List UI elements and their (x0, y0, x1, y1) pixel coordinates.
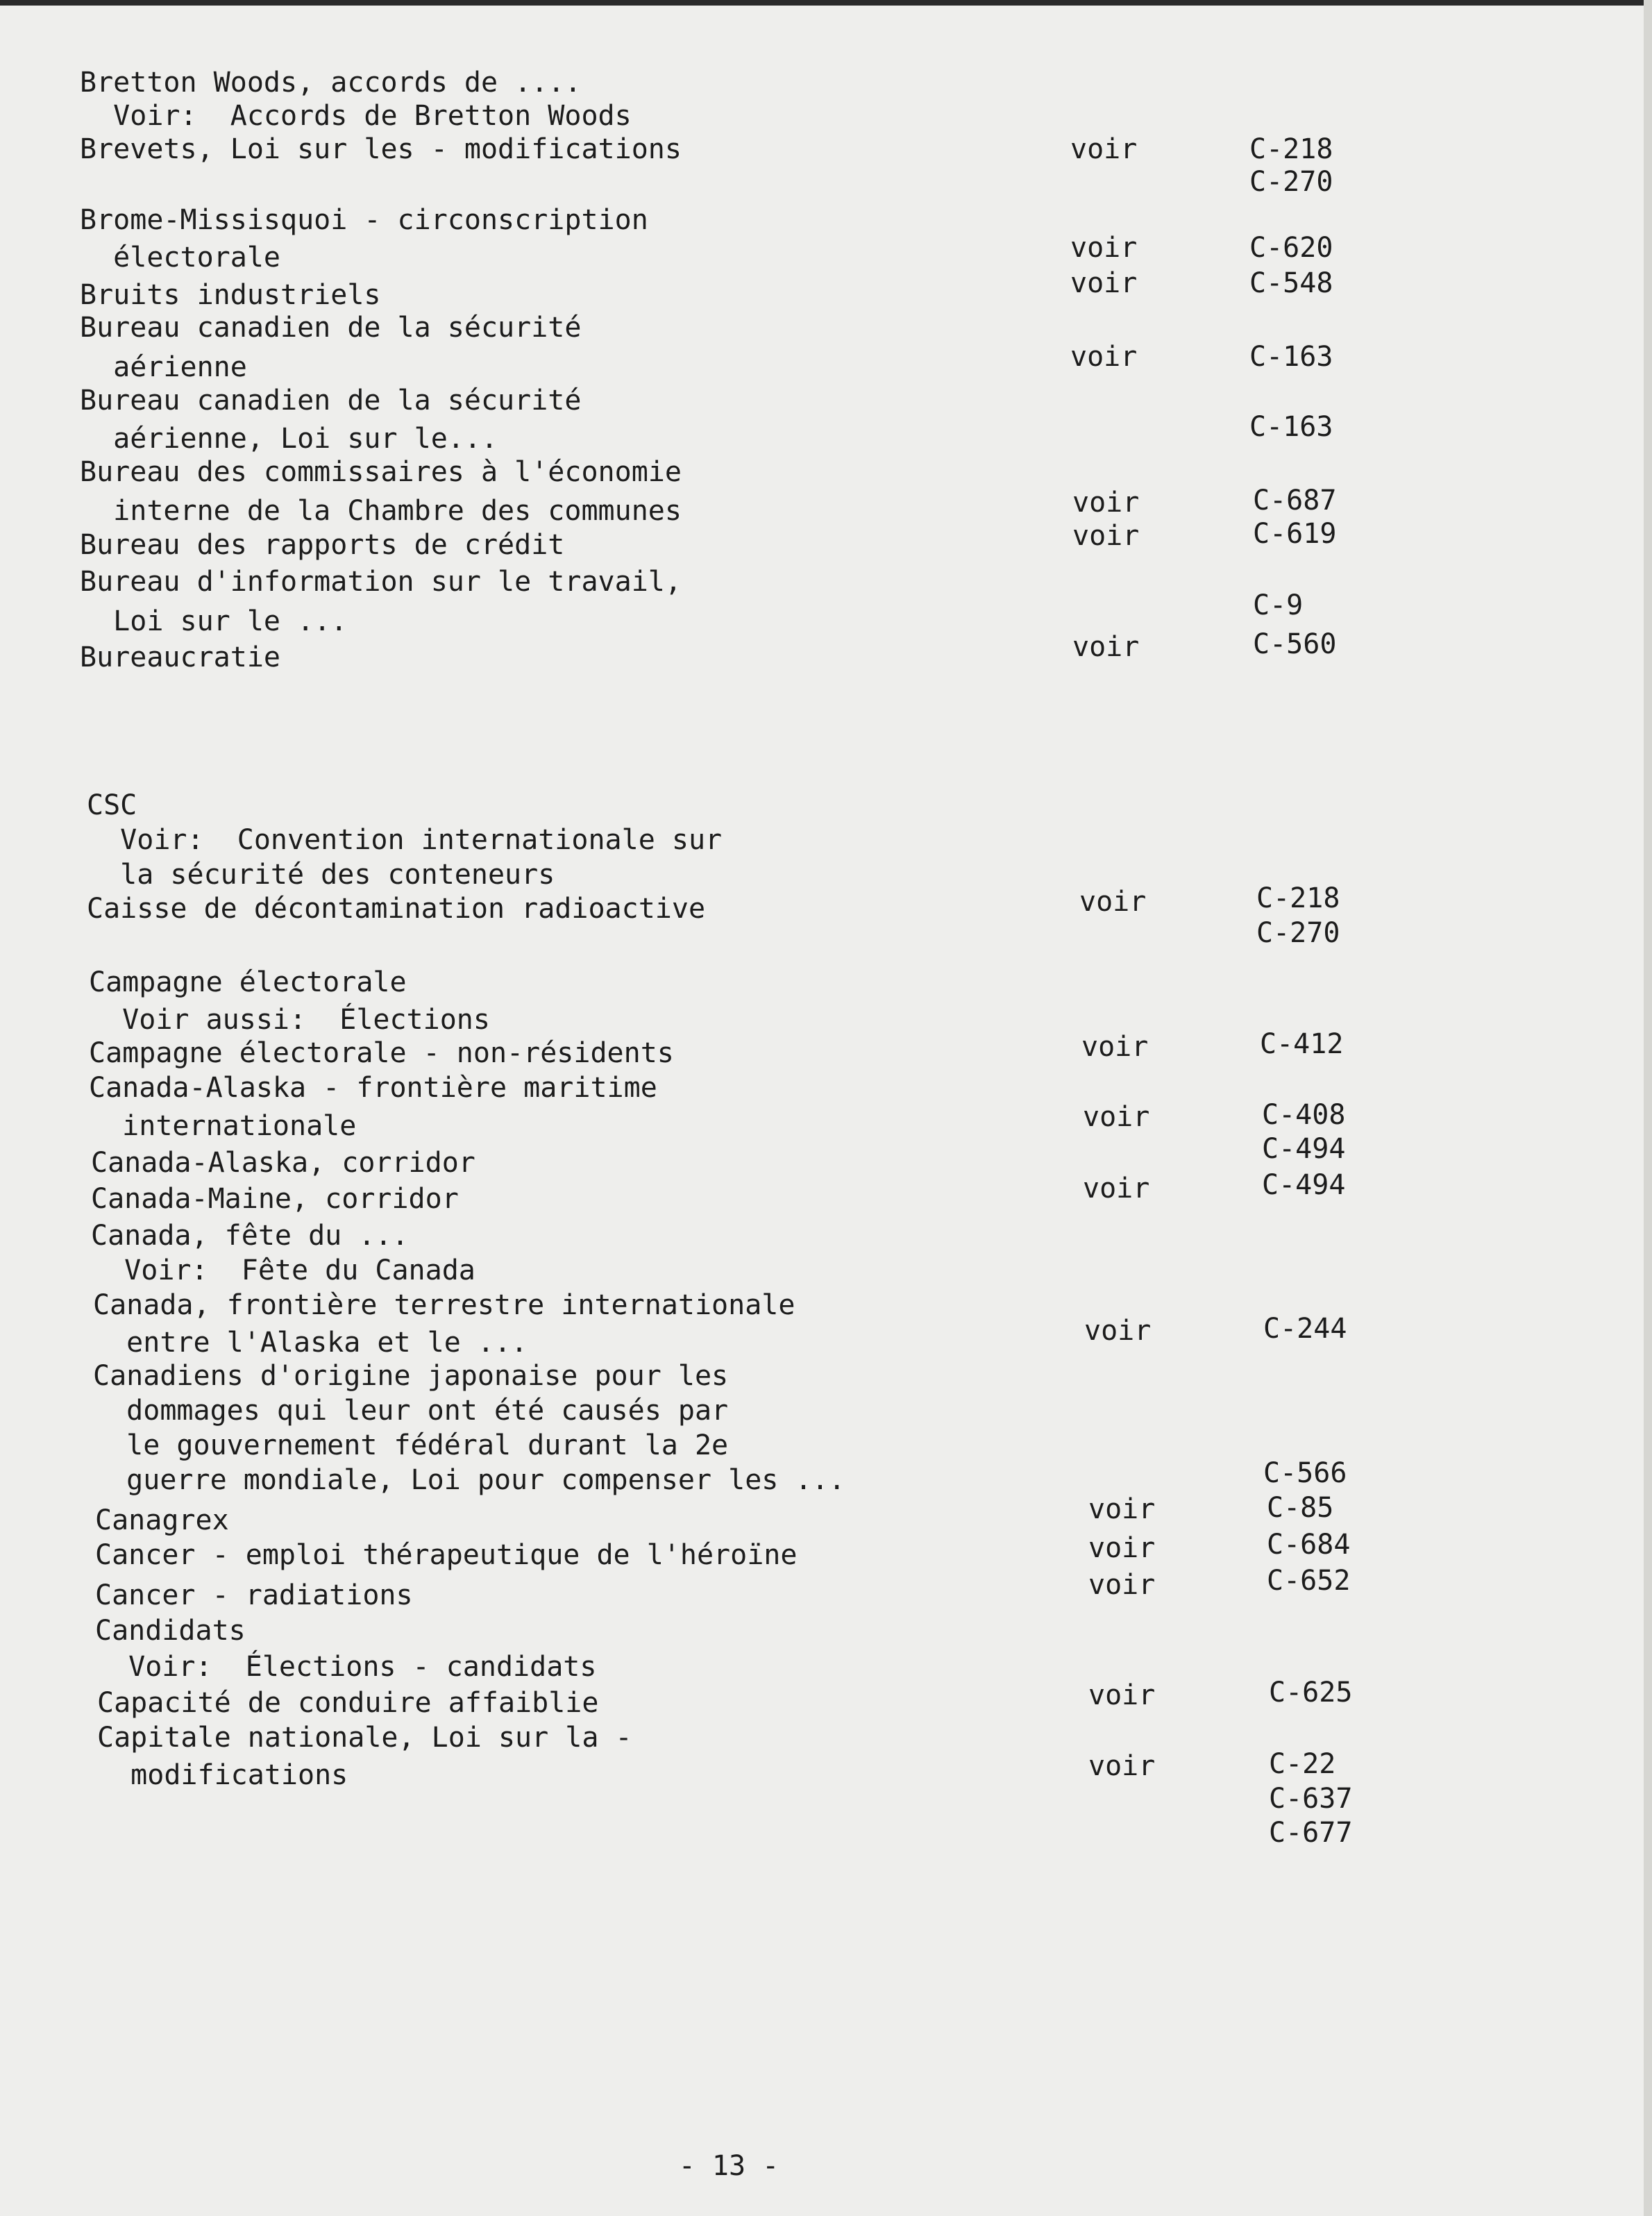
bill-number: C-548 (1249, 267, 1333, 299)
entry-term-line: guerre mondiale, Loi pour compenser les ... (93, 1464, 845, 1496)
bill-number: C-637 (1269, 1783, 1353, 1815)
entry-term-line: Canada-Maine, corridor (91, 1183, 459, 1215)
entry-term-line: Voir: Élections - candidats (95, 1651, 597, 1683)
bill-number: C-9 (1253, 589, 1304, 621)
entry-term-line: Brevets, Loi sur les - modifications (80, 133, 682, 165)
entry-term-line: Voir: Accords de Bretton Woods (80, 100, 632, 132)
voir-label: voir (1083, 1173, 1150, 1204)
entry-term-line: Cancer - emploi thérapeutique de l'héroïne (95, 1539, 798, 1571)
bill-number: C-270 (1249, 166, 1333, 198)
entry-term-line: Canada-Alaska - frontière maritime (89, 1072, 657, 1104)
scan-top-edge (0, 0, 1652, 6)
entry-term-line: aérienne, Loi sur le... (80, 423, 498, 455)
voir-label: voir (1088, 1493, 1156, 1525)
voir-label: voir (1070, 133, 1138, 165)
bill-number: C-677 (1269, 1817, 1353, 1849)
entry-term-line: Bureau canadien de la sécurité (80, 385, 582, 417)
bill-number: C-85 (1267, 1492, 1334, 1524)
entry-term-line: Bretton Woods, accords de .... (80, 67, 582, 99)
bill-number: C-218 (1249, 133, 1333, 165)
entry-term-line: Campagne électorale (89, 966, 407, 998)
entry-term-line: Canada, frontière terrestre internationale (93, 1289, 795, 1321)
voir-label: voir (1088, 1679, 1156, 1711)
bill-number: C-270 (1256, 917, 1340, 949)
entry-term-line: modifications (97, 1759, 348, 1791)
entry-term-line: CSC (87, 789, 137, 821)
entry-term-line: Campagne électorale - non-résidents (89, 1037, 674, 1069)
entry-term-line: Bureau d'information sur le travail, (80, 566, 682, 598)
bill-number: C-494 (1262, 1133, 1346, 1165)
entry-term-line: Candidats (95, 1615, 246, 1647)
voir-label: voir (1088, 1750, 1156, 1782)
voir-label: voir (1070, 232, 1138, 264)
bill-number: C-684 (1267, 1529, 1351, 1561)
entry-term-line: Capitale nationale, Loi sur la - (97, 1722, 632, 1754)
bill-number: C-163 (1249, 411, 1333, 443)
bill-number: C-163 (1249, 341, 1333, 373)
bill-number: C-408 (1262, 1099, 1346, 1131)
entry-term-line: Loi sur le ... (80, 605, 348, 637)
voir-label: voir (1070, 341, 1138, 373)
bill-number: C-652 (1267, 1565, 1351, 1597)
entry-term-line: Bureau des rapports de crédit (80, 529, 565, 561)
entry-term-line: Bureaucratie (80, 641, 280, 673)
entry-term-line: Voir: Convention internationale sur (87, 824, 723, 856)
entry-term-line: Canada, fête du ... (91, 1220, 409, 1252)
bill-number: C-560 (1253, 628, 1337, 660)
page-number: - 13 - (678, 2150, 779, 2182)
bill-number: C-625 (1269, 1677, 1353, 1709)
bill-number: C-619 (1253, 518, 1337, 550)
entry-term-line: Bureau des commissaires à l'économie (80, 456, 682, 488)
bill-number: C-244 (1263, 1313, 1347, 1345)
entry-term-line: Capacité de conduire affaiblie (97, 1687, 599, 1719)
voir-label: voir (1088, 1532, 1156, 1564)
entry-term-line: Voir: Fête du Canada (91, 1254, 475, 1286)
bill-number: C-218 (1256, 882, 1340, 914)
bill-number: C-566 (1263, 1457, 1347, 1489)
scan-right-edge (1644, 0, 1652, 2216)
voir-label: voir (1070, 267, 1138, 299)
voir-label: voir (1088, 1569, 1156, 1601)
voir-label: voir (1072, 487, 1140, 519)
entry-term-line: Bruits industriels (80, 279, 381, 311)
bill-number: C-494 (1262, 1169, 1346, 1201)
voir-label: voir (1072, 520, 1140, 552)
entry-term-line: Bureau canadien de la sécurité (80, 312, 582, 344)
voir-label: voir (1072, 631, 1140, 663)
entry-term-line: Voir aussi: Élections (89, 1004, 490, 1036)
entry-term-line: Cancer - radiations (95, 1579, 413, 1611)
entry-term-line: Caisse de décontamination radioactive (87, 893, 706, 925)
entry-term-line: internationale (89, 1110, 357, 1142)
bill-number: C-22 (1269, 1748, 1336, 1780)
entry-term-line: Canadiens d'origine japonaise pour les (93, 1360, 729, 1392)
voir-label: voir (1079, 886, 1147, 918)
bill-number: C-412 (1260, 1028, 1344, 1060)
entry-term-line: interne de la Chambre des communes (80, 495, 682, 527)
voir-label: voir (1084, 1315, 1152, 1347)
entry-term-line: Canagrex (95, 1504, 229, 1536)
entry-term-line: Brome-Missisquoi - circonscription (80, 204, 648, 236)
bill-number: C-620 (1249, 232, 1333, 264)
entry-term-line: entre l'Alaska et le ... (93, 1327, 528, 1359)
voir-label: voir (1083, 1101, 1150, 1133)
entry-term-line: le gouvernement fédéral durant la 2e (93, 1429, 729, 1461)
entry-term-line: aérienne (80, 351, 247, 383)
entry-term-line: Canada-Alaska, corridor (91, 1147, 475, 1179)
bill-number: C-687 (1253, 485, 1337, 517)
voir-label: voir (1081, 1031, 1149, 1063)
entry-term-line: électorale (80, 242, 280, 274)
entry-term-line: dommages qui leur ont été causés par (93, 1395, 729, 1427)
entry-term-line: la sécurité des conteneurs (87, 859, 555, 891)
